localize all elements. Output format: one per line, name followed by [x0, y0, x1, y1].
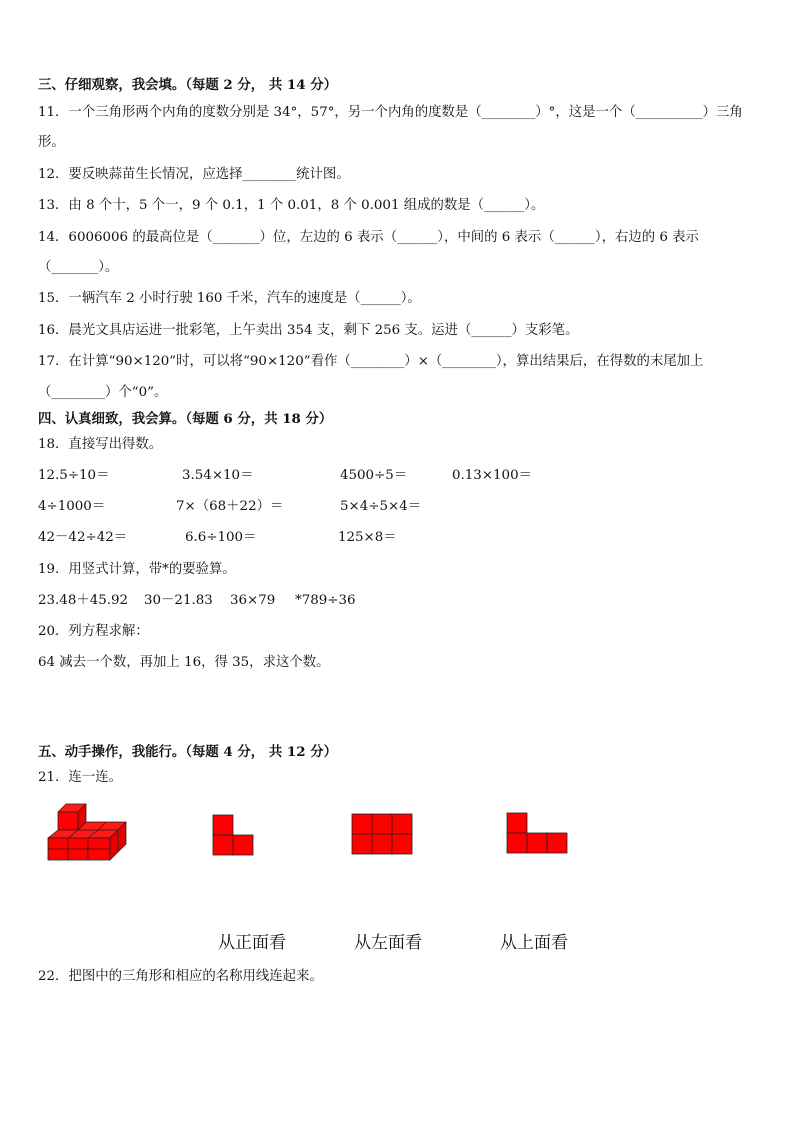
- question-14-line1: 14．6006006 的最高位是（_______）位，左边的 6 表示（______），中间的 6 表示（______），右边的 6 表示: [38, 230, 699, 245]
- calc-item: 3.54×10＝: [182, 468, 254, 483]
- question-20: 20．列方程求解：: [38, 624, 149, 639]
- question-12: 12．要反映蒜苗生长情况，应选择________统计图。: [38, 167, 350, 182]
- view-label-left: 从左面看: [354, 933, 422, 953]
- question-18: 18．直接写出得数。: [38, 437, 163, 452]
- question-21: 21．连一连。: [38, 770, 122, 785]
- calc-item: 12.5÷10＝: [38, 468, 110, 483]
- vertical-calc-item: 23.48＋45.92: [38, 593, 129, 608]
- question-11-line1: 11．一个三角形两个内角的度数分别是 34°，57°，另一个内角的度数是（________）°，这是一个（__________）三角: [38, 105, 743, 120]
- view-shape-grid: [352, 814, 412, 855]
- section5-heading: 五、动手操作，我能行。（每题 4 分， 共 12 分）: [38, 744, 337, 760]
- section4-heading: 四、认真细致，我会算。（每题 6 分，共 18 分）: [38, 411, 333, 427]
- vertical-calc-item: 36×79: [230, 593, 276, 608]
- calc-item: 125×8＝: [338, 530, 397, 545]
- calc-item: 4÷1000＝: [38, 499, 106, 514]
- question-19: 19．用竖式计算，带*的要验算。: [38, 562, 236, 577]
- calc-item: 7×（68＋22）＝: [176, 499, 284, 514]
- calc-item: 0.13×100＝: [452, 468, 532, 483]
- calc-item: 6.6÷100＝: [185, 530, 257, 545]
- view-label-front: 从正面看: [218, 933, 286, 953]
- question-13: 13．由 8 个十，5 个一，9 个 0.1，1 个 0.01，8 个 0.001 组成的数是（______）。: [38, 198, 545, 213]
- vertical-calc-item: *789÷36: [295, 593, 356, 608]
- calc-item: 42－42÷42＝: [38, 530, 128, 545]
- question-17-line2: （________）个“0”。: [38, 385, 168, 400]
- vertical-calc-item: 30－21.83: [144, 593, 213, 608]
- calc-item: 5×4÷5×4＝: [340, 499, 422, 514]
- section3-heading: 三、仔细观察，我会填。（每题 2 分， 共 14 分）: [38, 77, 337, 93]
- calc-item: 4500÷5＝: [340, 468, 408, 483]
- question-20-body: 64 减去一个数，再加上 16，得 35，求这个数。: [38, 655, 330, 670]
- question-11-line2: 形。: [38, 135, 65, 150]
- question-17-line1: 17．在计算“90×120”时，可以将“90×120”看作（________）×（________），算出结果后，在得数的末尾加上: [38, 354, 704, 369]
- question-22: 22．把图中的三角形和相应的名称用线连起来。: [38, 969, 323, 984]
- view-shape-l: [213, 815, 254, 855]
- question-14-line2: （_______）。: [38, 260, 119, 275]
- question-15: 15．一辆汽车 2 小时行驶 160 千米，汽车的速度是（______）。: [38, 291, 421, 306]
- question-16: 16．晨光文具店运进一批彩笔，上午卖出 354 支，剩下 256 支。运进（______）支彩笔。: [38, 323, 579, 338]
- cube-solid-figure: [44, 804, 128, 862]
- view-label-top: 从上面看: [500, 933, 568, 953]
- view-shape-long-l: [507, 813, 568, 853]
